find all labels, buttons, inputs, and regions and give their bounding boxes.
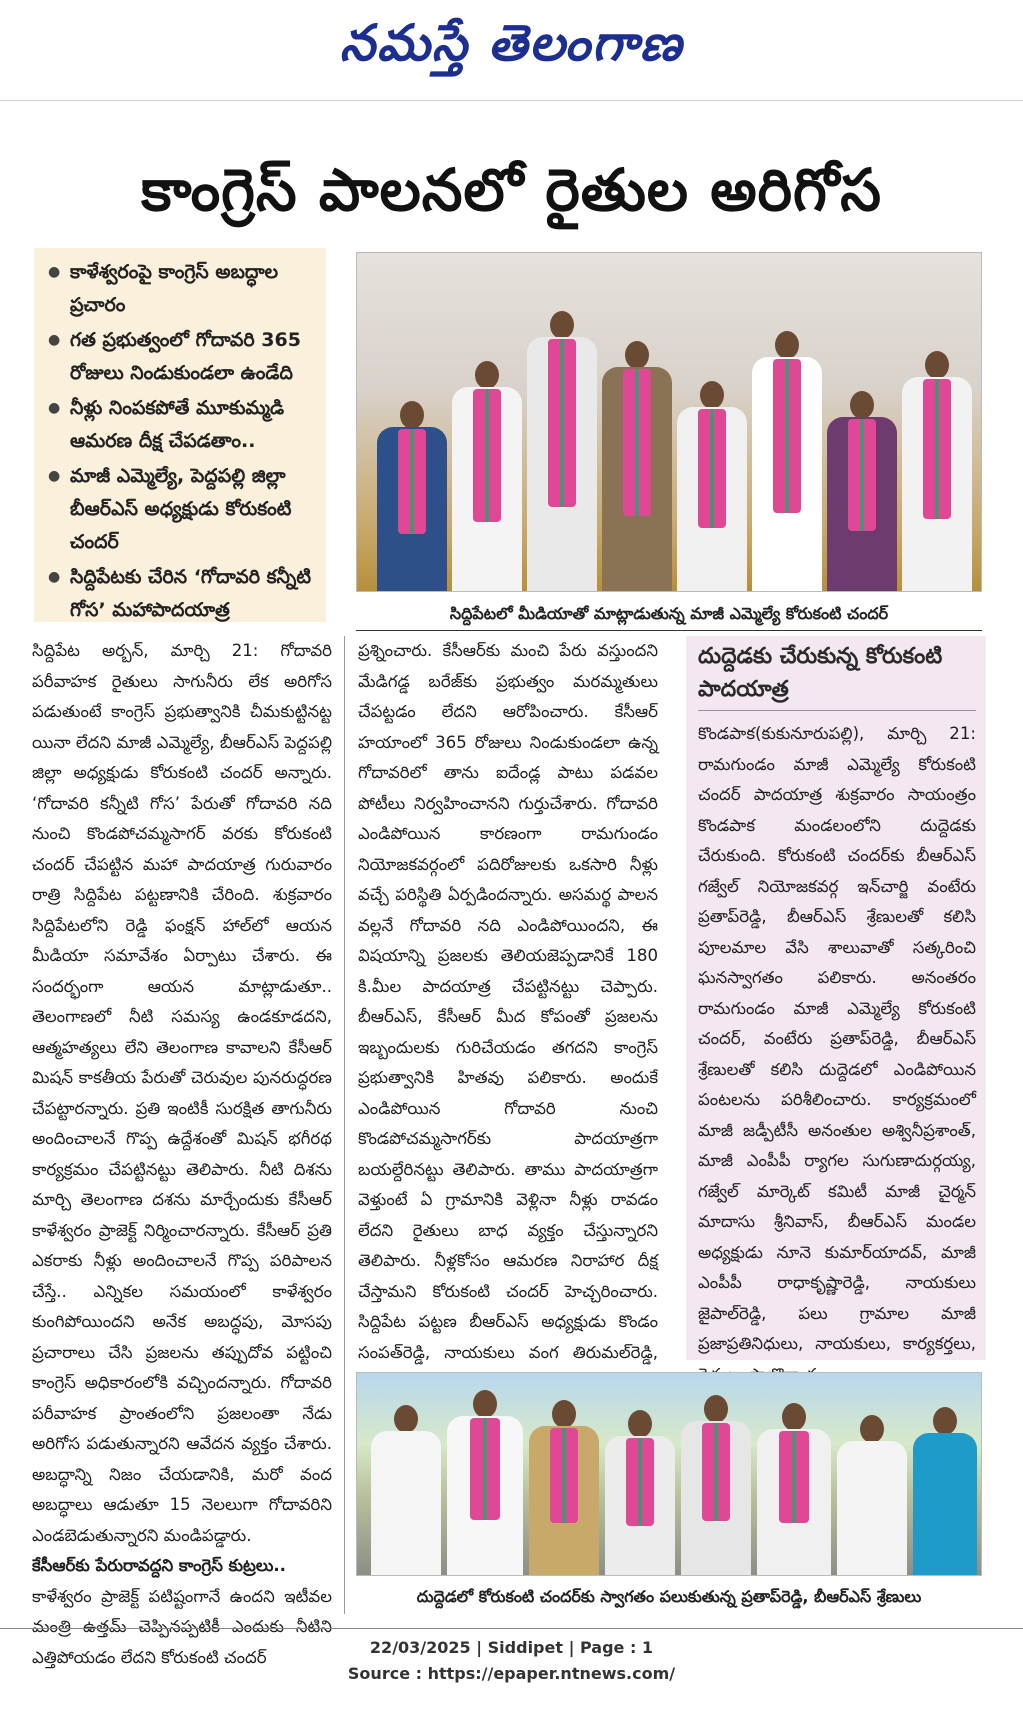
main-headline: కాంగ్రెస్ పాలనలో రైతుల అరిగోస — [141, 156, 882, 224]
sidebar-story-text: కొండపాక(కుకునూరుపల్లి), మార్చి 21: రామగుండం మాజీ ఎమ్మెల్యే కోరుకంటి చందర్ పాదయాత్ర శుక్రవారం సాయంత్రం కొండపాక మండలంలోని దుద్దెడకు చేరుకుంది. కోరుకంటి చందర్‌కు బీఆర్ఎస్ గజ్వేల్ నియోజకవర్గ ఇన్‌చార్జి వంటేరు ప్రతాప్‌రెడ్డి, బీఆర్ఎస్ శ్రేణులతో కలిసి పూలమాల వేసి శాలువాతో సత్కరించి ఘనస్వాగతం పలికారు. అనంతరం రామగుండం మాజీ ఎమ్మెల్యే కోరుకంటి చందర్, వంటేరు ప్రతాప్‌రెడ్డి, బీఆర్ఎస్ శ్రేణులతో కలిసి దుద్దెడలో ఎండిపోయిన పంటలను పరిశీలించారు. కార్యక్రమంలో మాజీ జడ్పీటీసీ అనంతుల అశ్వినీప్రశాంత్, మాజీ ఎంపీపీ ర్యాగల సుగుణాదుర్గయ్య, గజ్వేల్ మార్కెట్ కమిటీ మాజీ చైర్మన్ మాదాసు శ్రీనివాస్, బీఆర్ఎస్ మండల అధ్యక్షుడు నూనె కుమార్‌యాదవ్, మాజీ ఎంపీపీ రాధాకృష్ణారెడ్డి, నాయకులు జైపాల్‌రెడ్డి, పలు గ్రామాల మాజీ ప్రజాప్రతినిధులు, నాయకులు, కార్యకర్తలు, — [698, 724, 976, 1353]
article-paragraph: కాళేశ్వరం ప్రాజెక్ట్ పటిష్టంగానే ఉందని ఇటీవల మంత్రి ఉత్తమ్ చెప్పినప్పటికీ ఎందుకు నీటిని ఎత్తిపోయడం లేదని కోరుకంటి చందర్ — [32, 1586, 332, 1667]
highlight-item: ● మాజీ ఎమ్మెల్యే, పెద్దపల్లి జిల్లా బీఆర్ఎస్ అధ్యక్షుడు కోరుకంటి చందర్ — [44, 460, 318, 559]
sidebar-story-box — [686, 636, 986, 1360]
article-column-1 — [32, 636, 332, 1667]
article-subheading: కేసీఆర్‌కు పేరురావద్దని కాంగ్రెస్ కుట్రలు.. — [32, 1556, 286, 1575]
article-column-2 — [358, 636, 658, 1360]
article-paragraph: ప్రశ్నించారు. కేసీఆర్‌కు మంచి పేరు వస్తుందని మేడిగడ్డ బరేజ్‌కు ప్రభుత్వం మరమ్మతులు చేపట్టడం లేదని ఆరోపించారు. కేసీఆర్ హయాంలో 365 రోజులు నిండుకుండలా ఉన్న గోదావరిలో తాను ఐదేండ్ల పాటు పడవల పోటీలు నిర్వహించానని గుర్తుచేశారు. గోదావరి ఎండిపోయిన కారణంగా రామగుండం నియోజకవర్గంలో పదిరోజులకు ఒకసారి నీళ్లు వచ్చే పరిస్థితి ఏర్పడిందన్నారు. అసమర్థ పాలన వల్లనే గోదావరి నది ఎండిపోయిందని, ఈ విషయాన్ని ప్రజలకు తెలియజెప్పడానికే 180 కి.మీల పాదయాత్ర చేపట్టినట్టు చెప్పారు. బీఆర్ఎస్, కేసీఆర్ మీద కోపంతో ప్రజలను ఇబ్బందులకు గురిచేయడం తగదని కాంగ్రెస్ ప్రభుత్వానికి హితవు పలికారు. అందుకే ఎండిపోయిన గోదావరి నుంచి కొండపోచమ్మసాగర్‌కు పాదయాత్రగా బయల్దేరినట్టు తెలిపారు. తాము పాదయాత్రగా వెళ్తుంటే ఏ గ్రామానికి వెళ్లినా నీళ్లు రావడం లేదని రైతులు బాధ వ్యక్తం చేస్తున్నారని తెలిపారు. నీళ్లకోసం ఆమరణ నిరాహార దీక్ష చేస్తామని కోరుకంటి చందర్ హెచ్చరించారు. సిద్దిపేట పట్టణ బీఆర్ఎస్ అధ్యక్షుడు కొండం సంపత్‌రెడ్డి, నాయకులు వంగ తిరుమల్‌రెడ్డి, — [358, 641, 658, 1362]
highlight-item: ● నీళ్లు నింపకపోతే మూకుమ్మడి ఆమరణ దీక్ష చేపడతాం.. — [44, 392, 318, 458]
highlights-box — [34, 248, 326, 622]
padayatra-welcome-photo — [356, 1372, 982, 1576]
page-footer — [0, 1628, 1023, 1702]
highlight-item: ● గత ప్రభుత్వంలో గోదావరి 365 రోజులు నిండుకుండలా ఉండేది — [44, 324, 318, 390]
column-divider — [344, 636, 345, 1614]
source-link[interactable]: Source : https://epaper.ntnews.com/ — [347, 1664, 676, 1683]
padayatra-photo-caption: దుద్దెడలో కోరుకంటి చందర్‌కు స్వాగతం పలుకుతున్న ప్రతాప్‌రెడ్డి, బీఆర్ఎస్ శ్రేణులు — [416, 1587, 922, 1606]
edition-info: 22/03/2025 | Siddipet | Page : 1 — [369, 1638, 654, 1657]
press-meet-photo — [356, 252, 982, 592]
highlight-item: ● కాళేశ్వరంపై కాంగ్రెస్ అబద్ధాల ప్రచారం — [44, 256, 318, 322]
sidebar-story-title: దుద్దెడకు చేరుకున్న కోరుకంటి పాదయాత్ర — [698, 640, 976, 711]
highlight-item: ● సిద్దిపేటకు చేరిన ‘గోదావరి కన్నీటి గోస’ మహాపాదయాత్ర — [44, 561, 318, 627]
press-meet-photo-caption: సిద్దిపేటలో మీడియాతో మాట్లాడుతున్న మాజీ ఎమ్మెల్యే కోరుకంటి చందర్ — [356, 598, 982, 631]
newspaper-masthead: నమస్తే తెలంగాణ — [339, 13, 684, 72]
article-paragraph: సిద్దిపేట అర్బన్, మార్చి 21: గోదావరి పరీవాహక రైతులు సాగునీరు లేక అరిగోస పడుతుంటే కాంగ్రెస్ ప్రభుత్వానికి చీమకుట్టినట్ట యినా లేదని మాజీ ఎమ్మెల్యే, బీఆర్ఎస్ పెద్దపల్లి జిల్లా అధ్యక్షుడు కోరుకంటి చందర్ అన్నారు. ‘గోదావరి కన్నీటి గోస’ పేరుతో గోదావరి నది నుంచి కొండపోచమ్మసాగర్ వరకు కోరుకంటి చందర్ చేపట్టిన మహా పాదయాత్ర గురువారం రాత్రి సిద్దిపేట పట్టణానికి చేరింది. శుక్రవారం సిద్దిపేటలోని రెడ్డి ఫంక్షన్ హాల్‌లో ఆయన మీడియా సమావేశం ఏర్పాటు చేశారు. ఈ సందర్భంగా ఆయన మాట్లాడుతూ.. తెలంగాణలో నీటి సమస్య ఉండకూడదని, ఆత్మహత్యలు లేని తెలంగాణ కావాలని కేసీఆర్ మిషన్ కాకతీయ పేరుతో చెరువుల పునరుద్ధరణ చేపట్టారన్నారు. ప్రతి ఇంటికీ సురక్షిత తాగునీరు అందించాలనే గొప్ప ఉద్దేశంతో మిషన్ భగీరథ కార్యక్రమం చేపట్టినట్టు తెలిపారు. నీటి దిశను మార్చి తెలంగాణ దశను మార్చేందుకు కేసీఆర్ కాళేశ్వరం ప్రాజెక్ట్ నిర్మించారన్నారు. కేసీఆర్ ప్రతి ఎకరాకు నీళ్లు అందించాలనే గొప్ప పరిపాలన చేస్తే.. ఎన్నికల సమయంలో కాళేశ్వరం కుంగిపోయిందని అనేక అబద్ధపు, మోసపు ప్రచారాలు చేసి ప్రజలను తప్పుదోవ పట్టించి కాంగ్రెస్ అధికారంలోకి వచ్చిందన్నారు. గోదావరి పరీవాహక ప్రాంతంలోని ప్రజలంతా నేడు అరిగోస పడుతున్నారని ఆవేదన వ్యక్తం చేశారు. అబద్ధాన్ని నిజం చేయడానికి, మరో వంద అబద్ధాలు ఆడుతూ 15 నెలలుగా గోదావరిని ఎండబెడుతున్నారని మండిపడ్డారు. — [32, 641, 332, 1545]
